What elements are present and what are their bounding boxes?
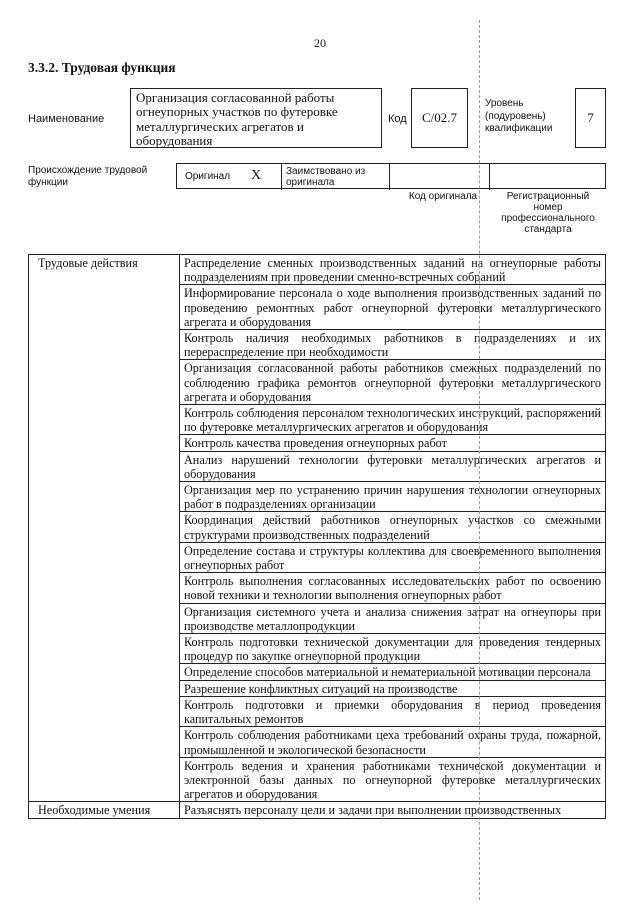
code-label: Код <box>388 113 407 125</box>
table-row <box>29 255 606 285</box>
section-title: 3.3.2. Трудовая функция <box>28 60 176 75</box>
origin-code-label: Код оригинала <box>408 191 478 202</box>
level-value-box <box>575 88 606 148</box>
labor-action: Разрешение конфликтных ситуаций на производстве <box>180 680 606 696</box>
origin-reg-label: Регистрационный номер профессионального стандарта <box>501 191 595 235</box>
labor-action: Контроль соблюдения работниками цеха требований охраны труда, пожарной, промышленной и экологической безопасности <box>180 727 606 757</box>
labor-action: Организация мер по устранению причин нарушения технологии огнеупорных работ в подразделениях организации <box>180 482 606 512</box>
level-value: 7 <box>587 110 594 125</box>
origin-label: Происхождение трудовой функции <box>28 165 148 188</box>
origin-borrowed-label: Заимствовано из оригинала <box>281 164 389 190</box>
name-value: Организация согласованной работы огнеупорных участков по футеровке металлургических агрегатов и оборудования <box>136 90 338 149</box>
labor-action: Организация согласованной работы работников смежных подразделений по соблюдению графика ремонтов огнеупорной футеровки металлургического агрегата и оборудования <box>180 360 606 405</box>
origin-original-label: Оригинал <box>185 171 231 182</box>
labor-action: Информирование персонала о ходе выполнения производственных заданий по проведению ремонтных работ огнеупорной футеровки металлургического агрегата и оборудования <box>180 285 606 330</box>
labor-action: Анализ нарушений технологии футеровки металлургических агрегатов и оборудования <box>180 451 606 481</box>
level-label: Уровень (подуровень) квалификации <box>485 98 553 134</box>
labor-action: Контроль ведения и хранения работниками технической документации и электронной базы данных по огнеупорной футеровке металлургических агрегатов и оборудования <box>180 757 606 802</box>
origin-code-cell <box>389 164 489 190</box>
labor-action: Определение состава и структуры коллектива для своевременного выполнения огнеупорных работ <box>180 542 606 572</box>
code-value: С/02.7 <box>421 110 458 125</box>
origin-row <box>176 163 606 189</box>
table-row <box>29 802 606 818</box>
labor-action: Контроль наличия необходимых работников в подразделениях и их перераспределение при необходимости <box>180 330 606 360</box>
labor-action: Распределение сменных производственных заданий на огнеупорные работы подразделениям при проведении сменно-встречных собраний <box>180 255 606 285</box>
name-label: Наименование <box>28 113 105 125</box>
labor-action: Определение способов материальной и нематериальной мотивации персонала <box>180 664 606 680</box>
scan-line <box>479 20 480 900</box>
origin-reg-cell <box>489 164 607 190</box>
labor-action: Координация действий работников огнеупорных участков со смежными структурами производственных подразделений <box>180 512 606 542</box>
labor-action: Контроль подготовки и приемки оборудования в период проведения капитальных ремонтов <box>180 696 606 726</box>
skill-item: Разъяснять персоналу цели и задачи при выполнении производственных <box>180 802 606 818</box>
labor-action: Контроль соблюдения персоналом технологических инструкций, распоряжений по футеровке металлургических агрегатов и оборудования <box>180 405 606 435</box>
page-number: 20 <box>314 36 326 50</box>
labor-action: Контроль выполнения согласованных исследовательских работ по освоению новой техники и технологии выполнения огнеупорных работ <box>180 573 606 603</box>
labor-function-table <box>28 254 606 819</box>
origin-mark: X <box>251 168 262 183</box>
skills-label: Необходимые умения <box>29 802 180 818</box>
labor-action: Организация системного учета и анализа снижения затрат на огнеупоры при производстве металлопродукции <box>180 603 606 633</box>
name-value-box <box>130 88 382 148</box>
labor-action: Контроль качества проведения огнеупорных работ <box>180 435 606 451</box>
labor-action: Контроль подготовки технической документации для проведения тендерных процедур по закупке огнеупорной продукции <box>180 634 606 664</box>
labor-actions-label: Трудовые действия <box>29 255 180 802</box>
code-value-box <box>411 88 468 148</box>
